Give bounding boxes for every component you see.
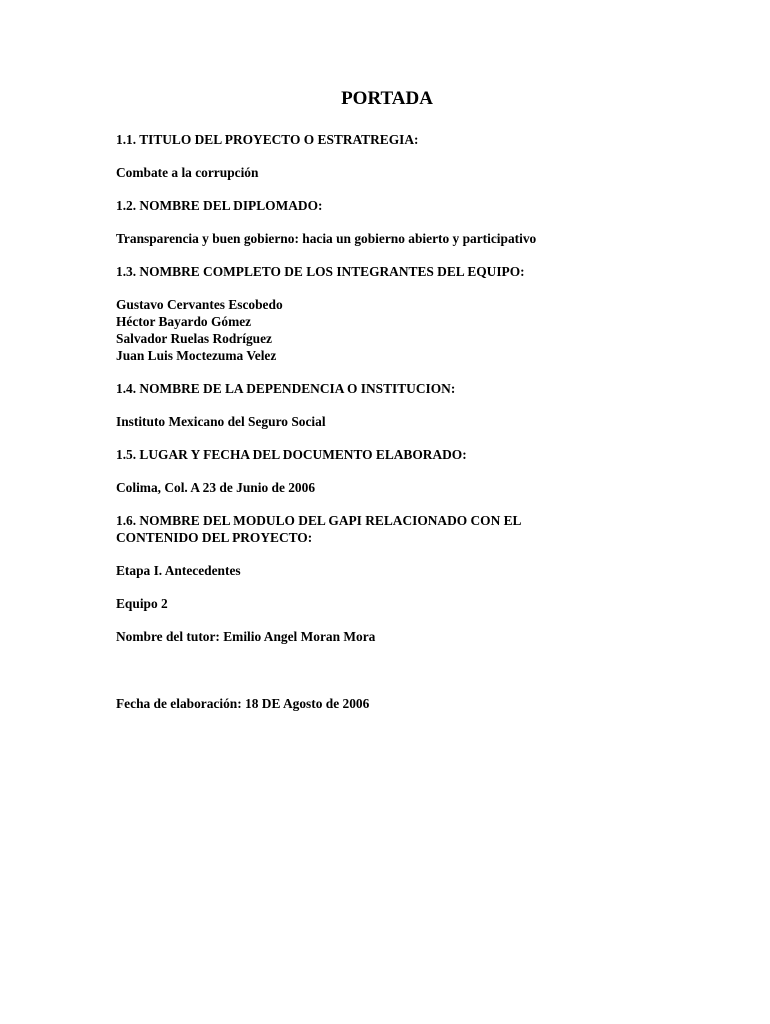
project-title-value: Combate a la corrupción: [116, 165, 259, 180]
section-1-4-heading: 1.4. NOMBRE DE LA DEPENDENCIA O INSTITUCION:: [116, 381, 456, 396]
team-member: Héctor Bayardo Gómez: [116, 314, 252, 329]
team-members-list: [116, 296, 736, 364]
place-date-value: Colima, Col. A 23 de Junio de 2006: [116, 480, 316, 495]
section-1-6-heading-line2: CONTENIDO DEL PROYECTO:: [116, 530, 313, 545]
section-1-6-heading-line1: 1.6. NOMBRE DEL MODULO DEL GAPI RELACIONADO CON EL: [116, 513, 522, 528]
elaboration-date: Fecha de elaboración: 18 DE Agosto de 2006: [116, 696, 370, 711]
diploma-name-value: Transparencia y buen gobierno: hacia un gobierno abierto y participativo: [116, 231, 537, 246]
team-member: Juan Luis Moctezuma Velez: [116, 348, 277, 363]
institution-value: Instituto Mexicano del Seguro Social: [116, 414, 326, 429]
section-1-5-heading: 1.5. LUGAR Y FECHA DEL DOCUMENTO ELABORADO:: [116, 447, 467, 462]
section-1-1-heading: 1.1. TITULO DEL PROYECTO O ESTRATREGIA:: [116, 132, 419, 147]
section-1-3-heading: 1.3. NOMBRE COMPLETO DE LOS INTEGRANTES DEL EQUIPO:: [116, 264, 525, 279]
section-1-2-heading: 1.2. NOMBRE DEL DIPLOMADO:: [116, 198, 323, 213]
page-title: PORTADA: [341, 88, 433, 109]
team-member: Salvador Ruelas Rodríguez: [116, 331, 272, 346]
tutor-name: Nombre del tutor: Emilio Angel Moran Mora: [116, 629, 376, 644]
module-name-value: Etapa I. Antecedentes: [116, 563, 241, 578]
team-label: Equipo 2: [116, 596, 168, 611]
document-content: [116, 131, 736, 712]
team-member: Gustavo Cervantes Escobedo: [116, 297, 283, 312]
